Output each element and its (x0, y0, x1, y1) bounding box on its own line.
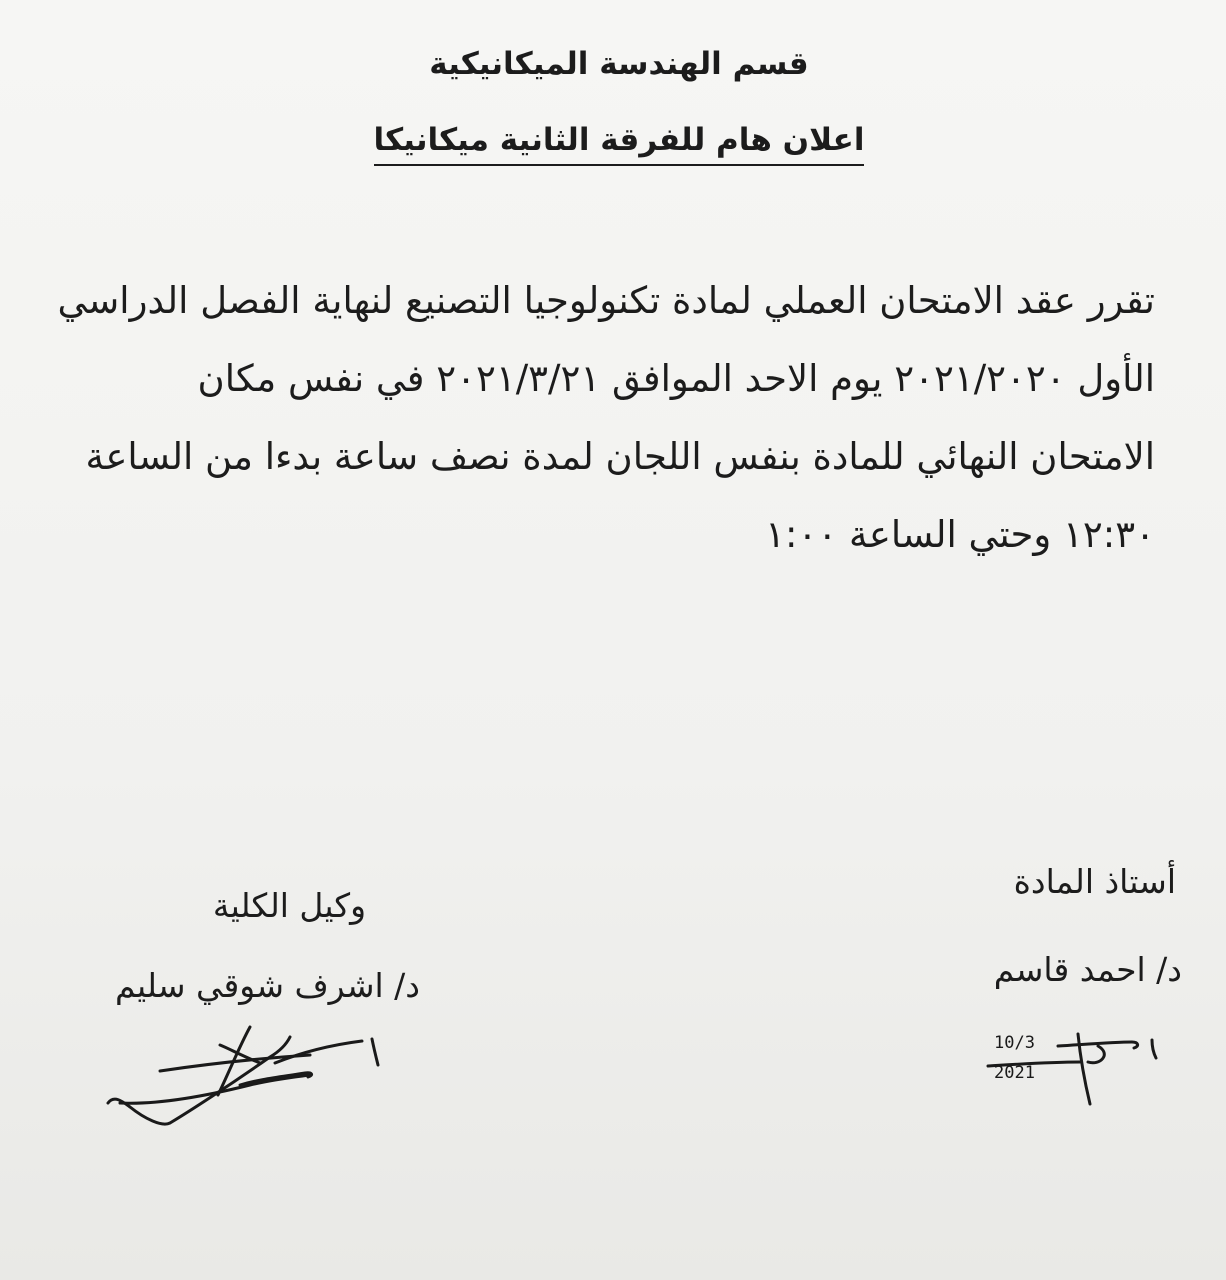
professor-name: د/ احمد قاسم (993, 950, 1182, 989)
body-line-1: تقرر عقد الامتحان العملي لمادة تكنولوجيا التصنيع لنهاية الفصل الدراسي (57, 279, 1155, 322)
signature-date (994, 1028, 1074, 1088)
announcement-body (57, 262, 1155, 574)
announcement-title-text: اعلان هام للفرقة الثانية ميكانيكا (374, 122, 865, 166)
dean-name: د/ اشرف شوقي سليم (115, 966, 420, 1005)
dean-title: وكيل الكلية (212, 886, 366, 925)
professor-title: أستاذ المادة (1013, 862, 1176, 901)
professor-signature (980, 1024, 1180, 1118)
department-title: قسم الهندسة الميكانيكية (429, 46, 809, 82)
announcement-title (6, 122, 1226, 158)
body-line-2: الأول ٢٠٢١/٢٠٢٠ يوم الاحد الموافق ٢٠٢١/٣/٢١ في نفس مكان (197, 357, 1155, 400)
body-line-3: الامتحان النهائي للمادة بنفس اللجان لمدة نصف ساعة بدءا من الساعة (85, 435, 1155, 478)
dean-signature-icon (100, 1015, 400, 1130)
body-line-4: ١٢:٣٠ وحتي الساعة ١:٠٠ (765, 513, 1155, 556)
signature-date-text: 10/3 2021 (994, 1033, 1035, 1083)
